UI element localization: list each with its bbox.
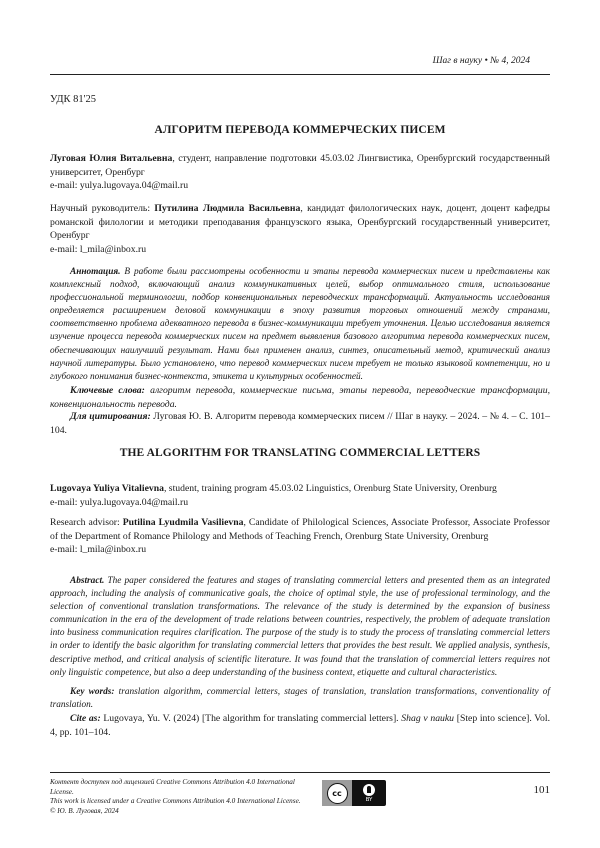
ru-advisor-prefix: Научный руководитель: — [50, 203, 155, 214]
attribution-person-icon — [363, 784, 375, 796]
en-author-name: Lugovaya Yuliya Vitalievna — [50, 483, 164, 494]
license-line-ru: Контент доступен под лицензией Creative Commons Attribution 4.0 International License. — [50, 778, 295, 796]
en-abstract-label: Abstract. — [70, 576, 105, 586]
ru-cite-text: Луговая Ю. В. Алгоритм перевода коммерческих писем // Шаг в науку. – 2024. – № 4. – С. 101–104. — [50, 411, 550, 436]
en-advisor-prefix: Research advisor: — [50, 517, 123, 528]
en-author-block — [50, 482, 550, 509]
ru-abstract-label: Аннотация. — [70, 267, 121, 277]
ru-keywords-label: Ключевые слова: — [70, 385, 145, 396]
cc-logo-icon: cc — [327, 783, 348, 804]
en-keywords-text: translation algorithm, commercial letters, stages of translation, translation transformations, conventionality of translation. — [50, 687, 550, 711]
udc-code: УДК 81'25 — [50, 94, 97, 105]
en-advisor-block — [50, 516, 550, 557]
en-keywords — [50, 686, 550, 712]
en-title: THE ALGORITHM FOR TRANSLATING COMMERCIAL LETTERS — [119, 447, 481, 459]
en-abstract-text: The paper considered the features and stages of translating commercial letters and presented them as an integrated approach, including the analysis of communicative goals, the choice of optimal style, the use of professional terminology, and the selection of conventional translation transformations. The relevance of the study is determined by the expansion of business communication in the era of the development of trade relations between countries, respectively, the problem of adequate translation into business communication requires clarification. The purpose of the study is to study the process of translating commercial letters in order to identify the basic algorithm for translating commercial letters that provides the best result. We applied analysis, synthesis, descriptive method, and critical analysis of scientific literature. It was found that the translation of commercial letters requires not only linguistic competence, but also a deep understanding of the business context, etiquette and cultural characteristics. — [50, 576, 550, 678]
header-rule — [50, 74, 550, 75]
en-author-affiliation: , student, training program 45.03.02 Linguistics, Orenburg State University, Orenburg — [163, 483, 497, 494]
ru-author-name: Луговая Юлия Витальевна — [50, 153, 173, 164]
ru-abstract — [50, 266, 550, 384]
ru-cite-label: Для цитирования: — [70, 411, 151, 422]
ru-author-affiliation: , студент, направление подготовки 45.03.02 Лингвистика, Оренбургский государственный университет, Оренбург — [50, 153, 550, 178]
ru-author-block — [50, 152, 550, 193]
cc-by-license-badge[interactable] — [322, 780, 386, 806]
en-cite-label: Cite as: — [70, 713, 101, 724]
en-advisor-name: Putilina Lyudmila Vasilievna — [122, 517, 244, 528]
footer-rule — [50, 772, 550, 773]
license-footer — [50, 778, 320, 816]
en-cite-pre: Lugovaya, Yu. V. (2024) [The algorithm for translating commercial letters]. — [100, 713, 402, 724]
en-citation — [50, 712, 550, 739]
ru-advisor-email[interactable]: e-mail: l_mila@inbox.ru — [50, 243, 147, 255]
en-cite-journal: Shag v nauku — [401, 713, 455, 724]
ru-advisor-affiliation: , кандидат филологических наук, доцент, доцент кафедры романской филологии и методики преподавания французского языка, Оренбургский государственный университет, Оренбург — [50, 203, 550, 242]
en-abstract — [50, 575, 550, 680]
ru-author-email[interactable]: e-mail: yulya.lugovaya.04@mail.ru — [50, 180, 189, 192]
en-advisor-affiliation: , Candidate of Philological Sciences, Associate Professor, Associate Professor of the Department of Romance Philology and Methods of Teaching French, Orenburg State University, Orenburg — [50, 517, 550, 542]
en-keywords-label: Key words: — [70, 687, 115, 697]
en-advisor-email[interactable]: e-mail: l_mila@inbox.ru — [50, 544, 147, 556]
ru-advisor-name: Путилина Людмила Васильевна — [154, 203, 301, 214]
ru-keywords — [50, 384, 550, 411]
ru-advisor-block — [50, 202, 550, 256]
cc-by-label: BY — [365, 796, 373, 803]
ru-keywords-text: алгоритм перевода, коммерческие письма, этапы перевода, переводческие трансформации, конвенциональность перевода. — [50, 385, 550, 410]
license-line-en: This work is licensed under a Creative Commons Attribution 4.0 International License. — [50, 797, 301, 806]
en-cite-post: [Step into science]. Vol. 4, pp. 101–104. — [50, 713, 550, 738]
running-head: Шаг в науку • № 4, 2024 — [432, 56, 530, 66]
ru-abstract-text: В работе были рассмотрены особенности и этапы перевода коммерческих писем и представлены как комплексный подход, включающий анализ коммуникативных целей, выбор оптимального стиля, использование профессиональной терминологии, подбор конвенциональных переводческих трансформаций. Актуальность исследования определяется расширением деловой коммуникации в эпоху развития торговых отношений между странами, соответственно проблема адекватного перевода в бизнес-коммуникации требует уточнения. Целью исследования является изучение процесса перевода коммерческих писем на предмет выявления базового алгоритма перевода коммерческих писем, обеспечивающих наилучший результат. Нами был применен анализ, синтез, описательный метод, критический анализ научной литературы. Было установлено, что перевод коммерческих писем требует не только языковой компетенции, но и глубокого понимания бизнес-контекста, этикета и культурных особенностей. — [50, 267, 550, 382]
copyright-line: © Ю. В. Луговая, 2024 — [50, 806, 119, 815]
page-number: 101 — [533, 784, 550, 796]
ru-title: АЛГОРИТМ ПЕРЕВОДА КОММЕРЧЕСКИХ ПИСЕМ — [154, 124, 446, 136]
ru-citation — [50, 410, 550, 437]
en-author-email[interactable]: e-mail: yulya.lugovaya.04@mail.ru — [50, 496, 189, 508]
